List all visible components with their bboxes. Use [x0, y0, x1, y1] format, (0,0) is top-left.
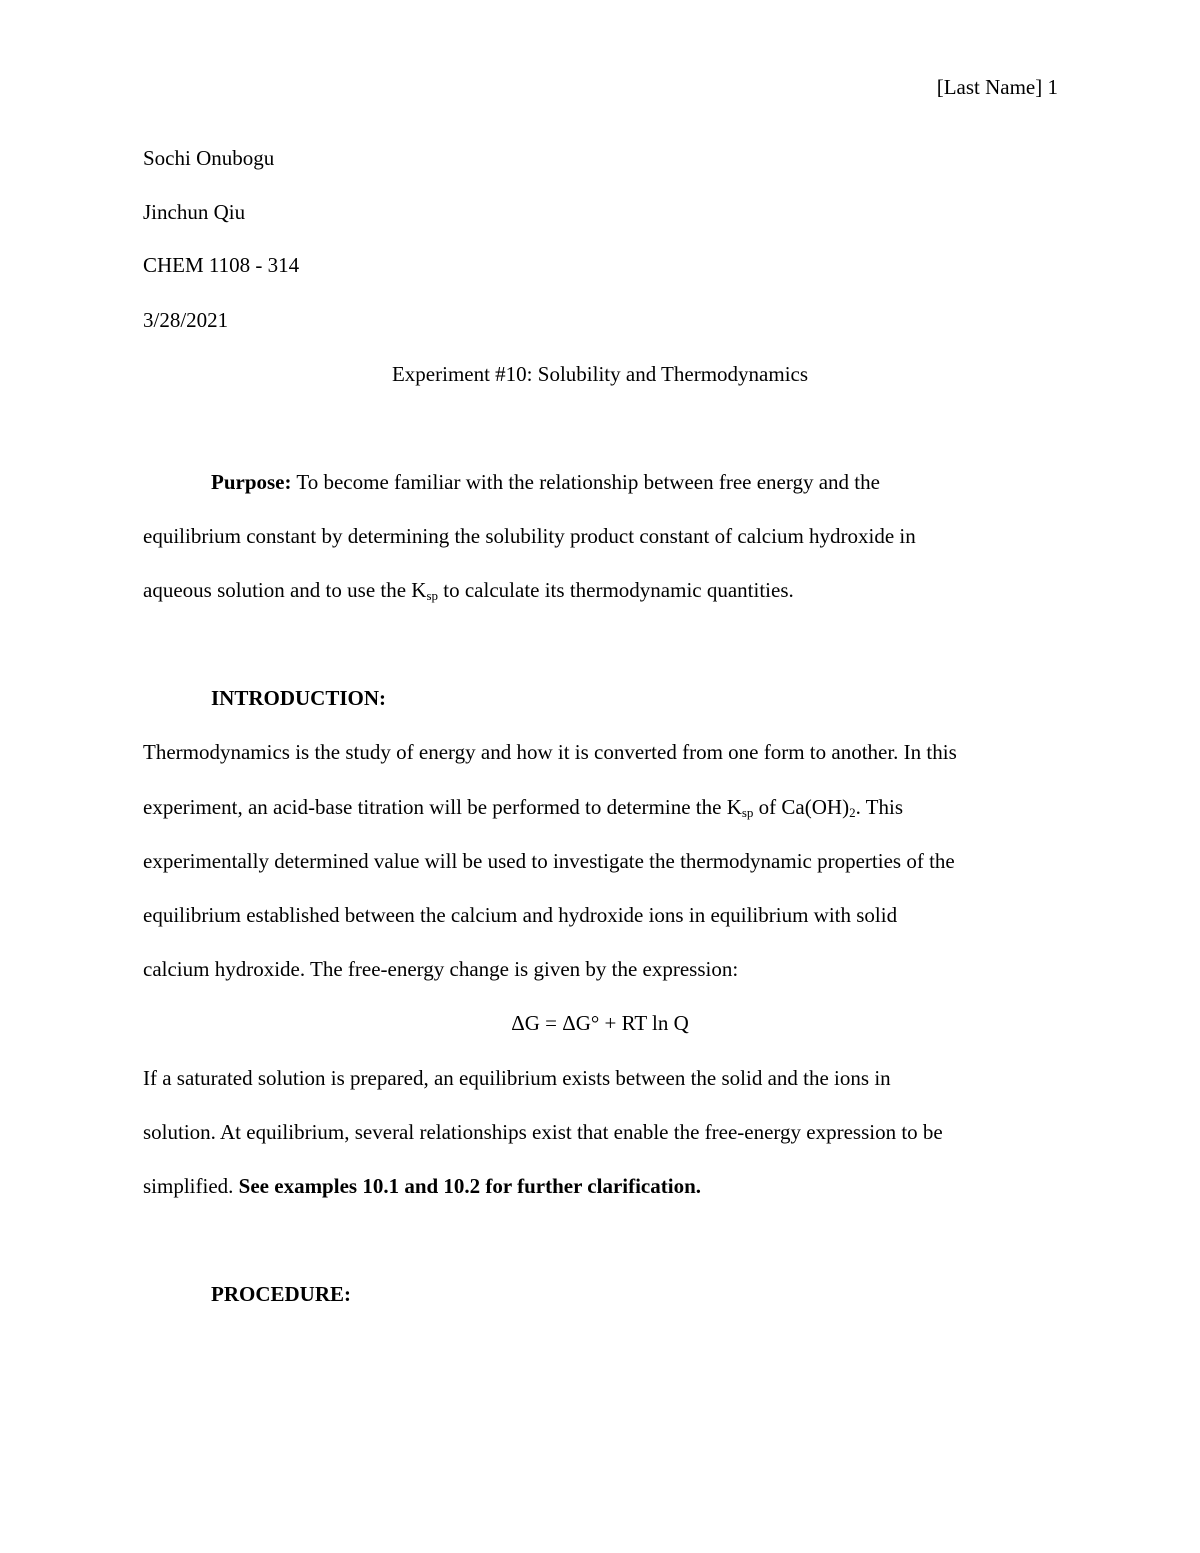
intro-line-4: equilibrium established between the calcium and hydroxide ions in equilibrium with solid — [143, 903, 898, 927]
intro-line-8 — [143, 1174, 701, 1198]
intro-line-3: experimentally determined value will be used to investigate the thermodynamic properties of the — [143, 849, 955, 873]
purpose-text-3a: aqueous solution and to use the K — [143, 578, 427, 602]
report-title: Experiment #10: Solubility and Thermodynamics — [391, 362, 809, 386]
purpose-line-3 — [143, 578, 794, 602]
intro-line-7: solution. At equilibrium, several relationships exist that enable the free-energy expression to be — [143, 1120, 943, 1144]
hydroxide-subscript: 2 — [849, 805, 856, 820]
ksp-subscript: sp — [741, 805, 754, 820]
course-name: CHEM 1108 - 314 — [143, 253, 300, 277]
intro-line-2 — [143, 795, 903, 819]
examples-note: See examples 10.1 and 10.2 for further clarification. — [238, 1174, 701, 1198]
purpose-text-3b: to calculate its thermodynamic quantities. — [438, 578, 794, 602]
report-date: 3/28/2021 — [143, 308, 229, 332]
intro-text-8a: simplified. — [143, 1174, 239, 1198]
intro-line-5: calcium hydroxide. The free-energy change is given by the expression: — [143, 957, 739, 981]
purpose-line-1 — [211, 470, 880, 494]
instructor-name: Jinchun Qiu — [143, 200, 246, 224]
intro-text-2a: experiment, an acid-base titration will be performed to determine the K — [143, 795, 742, 819]
intro-line-6: If a saturated solution is prepared, an equilibrium exists between the solid and the ions in — [143, 1066, 891, 1090]
procedure-heading: PROCEDURE: — [211, 1282, 351, 1306]
intro-text-2b: of Ca(OH) — [753, 795, 850, 819]
introduction-heading: INTRODUCTION: — [211, 686, 387, 710]
ksp-subscript: sp — [426, 588, 439, 603]
purpose-label: Purpose: — [211, 470, 292, 494]
intro-text-2c: . This — [855, 795, 904, 819]
purpose-text-1: To become familiar with the relationship between free energy and the — [291, 470, 880, 494]
purpose-line-2: equilibrium constant by determining the solubility product constant of calcium hydroxide in — [143, 524, 916, 548]
free-energy-equation: ΔG = ΔG° + RT ln Q — [511, 1011, 689, 1035]
running-head: [Last Name] 1 — [936, 75, 1058, 99]
intro-line-1: Thermodynamics is the study of energy and how it is converted from one form to another. In this — [143, 740, 957, 764]
student-name: Sochi Onubogu — [143, 146, 275, 170]
